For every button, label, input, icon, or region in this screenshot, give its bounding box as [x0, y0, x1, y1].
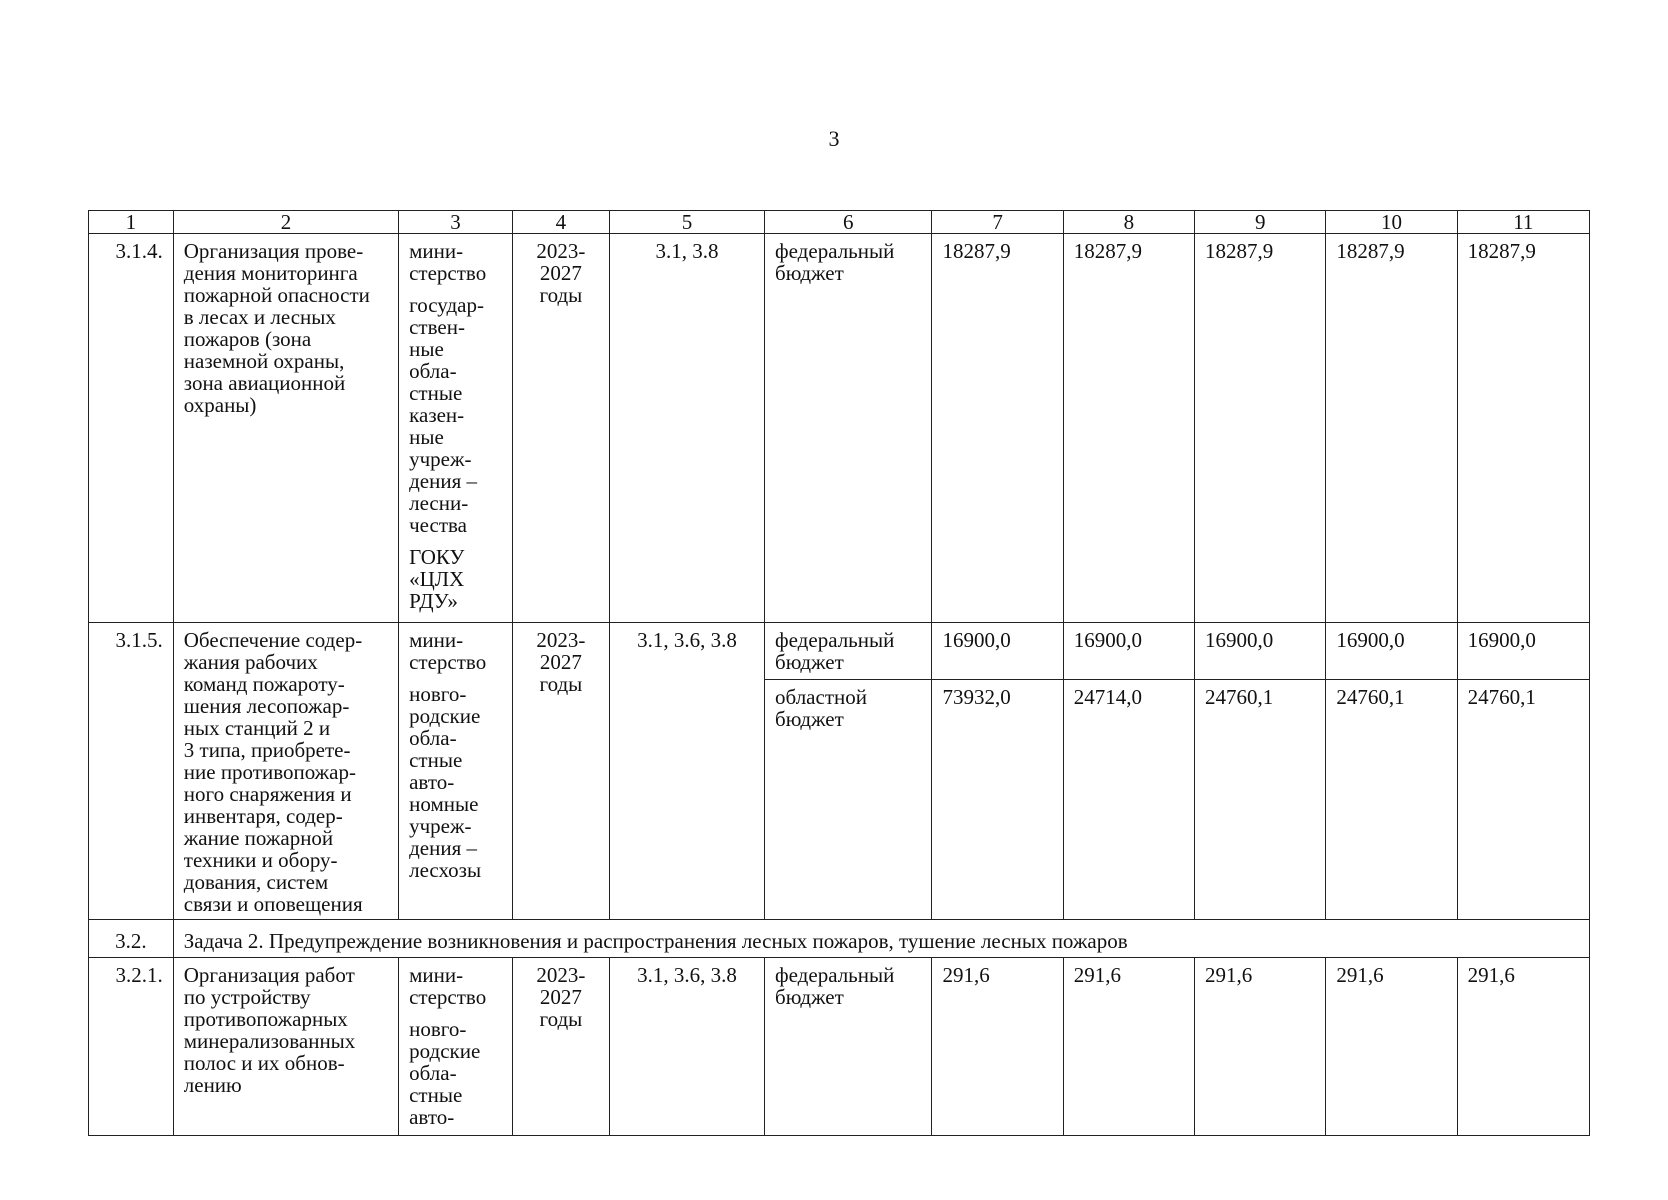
- col-number: 6: [765, 211, 932, 234]
- amount-cell: 16900,0: [1195, 623, 1326, 680]
- executor-line: государ- ствен- ные обла- стные казен- ные учреж- дения – лесни- чества: [409, 293, 484, 537]
- executor-line: мини- стерство: [409, 628, 487, 674]
- col-number: 11: [1457, 211, 1589, 234]
- executor-line: мини- стерство: [409, 239, 487, 285]
- executor: [399, 958, 513, 1136]
- col-number: 10: [1326, 211, 1457, 234]
- amount-cell: 16900,0: [1457, 623, 1589, 680]
- col-number: 2: [173, 211, 398, 234]
- table-row: [89, 234, 1590, 623]
- funding-source: областной бюджет: [765, 680, 932, 920]
- amount-cell: 18287,9: [1195, 234, 1326, 623]
- task-title: Задача 2. Предупреждение возникновения и распространения лесных пожаров, тушение лесных пожаров: [173, 920, 1589, 958]
- amount-cell: 16900,0: [932, 623, 1063, 680]
- col-number: 8: [1063, 211, 1194, 234]
- table-row: [89, 623, 1590, 680]
- executor: [399, 234, 513, 623]
- executor-line: новго- родские обла- стные авто-: [409, 1017, 481, 1129]
- amount-cell: 291,6: [1063, 958, 1194, 1136]
- amount-cell: 291,6: [1195, 958, 1326, 1136]
- amount-cell: 18287,9: [1326, 234, 1457, 623]
- amount-cell: 16900,0: [1063, 623, 1194, 680]
- executor-line: новго- родские обла- стные авто- номные учреж- дения – лесхозы: [409, 682, 482, 882]
- row-number: 3.2.: [89, 920, 174, 958]
- col-number: 7: [932, 211, 1063, 234]
- row-number: 3.1.4.: [89, 234, 174, 623]
- row-number: 3.1.5.: [89, 623, 174, 920]
- target-indicators: 3.1, 3.8: [609, 234, 764, 623]
- funding-source: федеральный бюджет: [765, 958, 932, 1136]
- col-number: 9: [1195, 211, 1326, 234]
- period: 2023- 2027 годы: [512, 234, 609, 623]
- executor: [399, 623, 513, 920]
- executor-line: мини- стерство: [409, 963, 487, 1009]
- target-indicators: 3.1, 3.6, 3.8: [609, 958, 764, 1136]
- period: 2023- 2027 годы: [512, 958, 609, 1136]
- col-number: 3: [399, 211, 513, 234]
- amount-cell: 24760,1: [1457, 680, 1589, 920]
- column-number-row: [89, 211, 1590, 234]
- task-row: [89, 920, 1590, 958]
- program-table: [88, 210, 1590, 1136]
- amount-cell: 73932,0: [932, 680, 1063, 920]
- amount-cell: 18287,9: [932, 234, 1063, 623]
- executor-line: ГОКУ «ЦЛХ РДУ»: [409, 545, 465, 613]
- amount-cell: 291,6: [1326, 958, 1457, 1136]
- amount-cell: 291,6: [932, 958, 1063, 1136]
- amount-cell: 18287,9: [1063, 234, 1194, 623]
- funding-source: федеральный бюджет: [765, 234, 932, 623]
- col-number: 1: [89, 211, 174, 234]
- activity-name: Обеспечение содер- жания рабочих команд пожароту- шения лесопожар- ных станций 2 и 3 типа, приобрете- ние противопожар- ного снаряжения и инвентаря, содер- жание пожарной техники и обору- дования, систем связи и оповещения: [173, 623, 398, 920]
- amount-cell: 24760,1: [1326, 680, 1457, 920]
- activity-name: Организация работ по устройству противопожарных минерализованных полос и их обнов- лению: [173, 958, 398, 1136]
- table-row: [89, 958, 1590, 1136]
- amount-cell: 24760,1: [1195, 680, 1326, 920]
- row-number: 3.2.1.: [89, 958, 174, 1136]
- amount-cell: 16900,0: [1326, 623, 1457, 680]
- target-indicators: 3.1, 3.6, 3.8: [609, 623, 764, 920]
- amount-cell: 291,6: [1457, 958, 1589, 1136]
- funding-source: федеральный бюджет: [765, 623, 932, 680]
- amount-cell: 18287,9: [1457, 234, 1589, 623]
- amount-cell: 24714,0: [1063, 680, 1194, 920]
- page-number: 3: [828, 126, 840, 151]
- activity-name: Организация прове- дения мониторинга пожарной опасности в лесах и лесных пожаров (зона наземной охраны, зона авиационной охраны): [173, 234, 398, 623]
- period: 2023- 2027 годы: [512, 623, 609, 920]
- col-number: 5: [609, 211, 764, 234]
- col-number: 4: [512, 211, 609, 234]
